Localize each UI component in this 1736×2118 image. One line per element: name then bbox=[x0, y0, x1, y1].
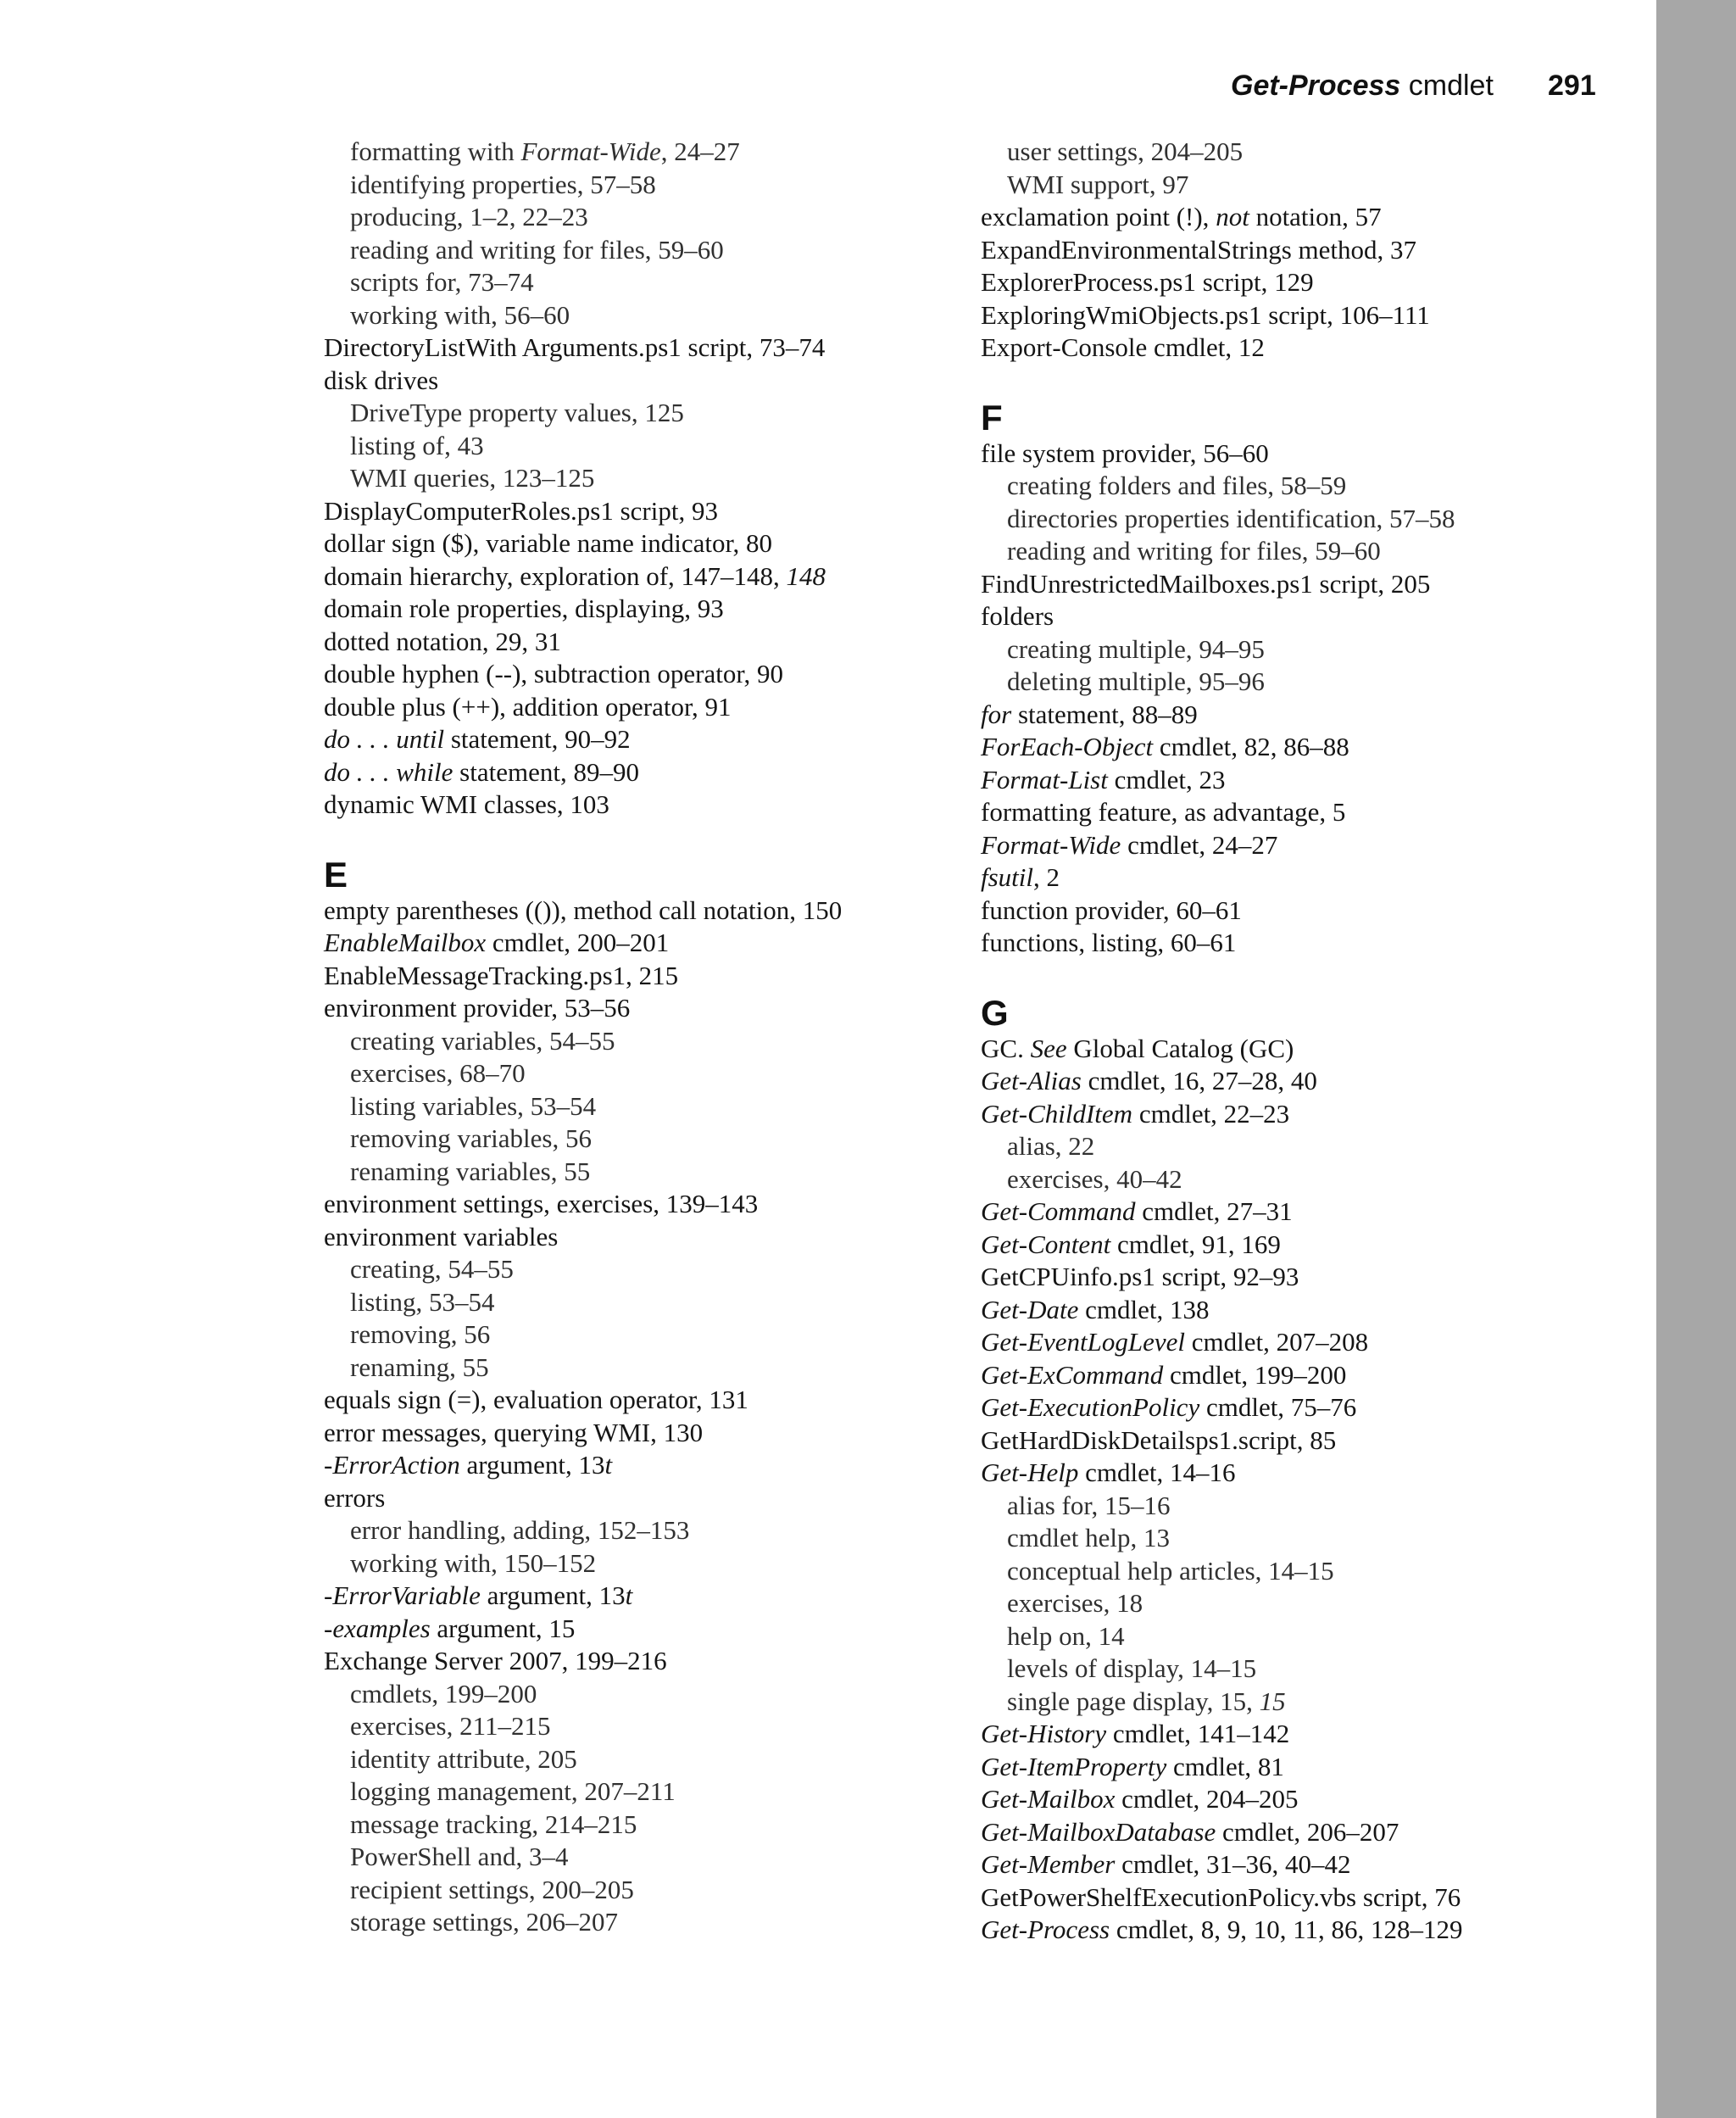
index-subentry: help on, 14 bbox=[1007, 1620, 1125, 1651]
index-subentry: reading and writing for files, 59–60 bbox=[350, 234, 724, 265]
section-gap bbox=[324, 822, 917, 857]
index-entry: dotted notation, 29, 31 bbox=[324, 626, 561, 656]
index-entry: Format-List cmdlet, 23 bbox=[981, 764, 1226, 794]
index-subentry: error handling, adding, 152–153 bbox=[350, 1515, 690, 1545]
index-entry: double plus (++), addition operator, 91 bbox=[324, 691, 732, 722]
index-letter-heading: E bbox=[324, 854, 348, 895]
index-entry: Get-Content cmdlet, 91, 169 bbox=[981, 1229, 1281, 1259]
section-gap bbox=[981, 960, 1523, 995]
index-subentry: identity attribute, 205 bbox=[350, 1743, 577, 1774]
index-entry: ForEach-Object cmdlet, 82, 86–88 bbox=[981, 732, 1349, 761]
index-subentry: renaming, 55 bbox=[350, 1352, 489, 1382]
index-subentry: listing of, 43 bbox=[350, 430, 484, 460]
index-entry: exclamation point (!), not notation, 57 bbox=[981, 202, 1382, 231]
index-entry: Get-ChildItem cmdlet, 22–23 bbox=[981, 1098, 1290, 1129]
index-subentry: recipient settings, 200–205 bbox=[350, 1874, 634, 1904]
index-subentry: cmdlet help, 13 bbox=[1007, 1523, 1170, 1552]
index-entry: functions, listing, 60–61 bbox=[981, 928, 1237, 957]
index-entry: empty parentheses (()), method call notation, 150 bbox=[324, 895, 843, 925]
index-entry: ExplorerProcess.ps1 script, 129 bbox=[981, 267, 1314, 297]
index-entry: domain role properties, displaying, 93 bbox=[324, 594, 724, 623]
index-column-left bbox=[324, 136, 917, 1939]
index-subentry: deleting multiple, 95–96 bbox=[1007, 666, 1265, 696]
index-entry: GetCPUinfo.ps1 script, 92–93 bbox=[981, 1262, 1299, 1291]
index-entry: DirectoryListWith Arguments.ps1 script, 73–74 bbox=[324, 332, 826, 362]
index-subentry: conceptual help articles, 14–15 bbox=[1007, 1555, 1334, 1586]
index-subentry: producing, 1–2, 22–23 bbox=[350, 202, 588, 231]
index-entry: file system provider, 56–60 bbox=[981, 438, 1269, 468]
index-subentry: identifying properties, 57–58 bbox=[350, 169, 656, 199]
index-entry: Get-History cmdlet, 141–142 bbox=[981, 1719, 1290, 1748]
index-entry: double hyphen (--), subtraction operator, 90 bbox=[324, 659, 783, 688]
index-entry: environment variables bbox=[324, 1221, 559, 1251]
index-entry: dynamic WMI classes, 103 bbox=[324, 789, 609, 819]
index-subentry: WMI queries, 123–125 bbox=[350, 463, 595, 493]
index-entry: disk drives bbox=[324, 365, 439, 395]
index-entry: GetHardDiskDetailsps1.script, 85 bbox=[981, 1424, 1337, 1455]
index-subentry: removing, 56 bbox=[350, 1319, 491, 1349]
index-subentry: scripts for, 73–74 bbox=[350, 267, 534, 297]
index-subentry: renaming variables, 55 bbox=[350, 1156, 591, 1186]
index-entry: Get-Mailbox cmdlet, 204–205 bbox=[981, 1784, 1299, 1814]
index-entry: Get-Command cmdlet, 27–31 bbox=[981, 1196, 1293, 1226]
running-head bbox=[1221, 70, 1602, 103]
index-subentry: exercises, 40–42 bbox=[1007, 1163, 1182, 1194]
index-entry: equals sign (=), evaluation operator, 131 bbox=[324, 1385, 748, 1414]
index-entry: -ErrorVariable argument, 13t bbox=[324, 1580, 633, 1610]
index-subentry: cmdlets, 199–200 bbox=[350, 1678, 537, 1708]
index-subentry: logging management, 207–211 bbox=[350, 1776, 676, 1806]
index-entry: Format-Wide cmdlet, 24–27 bbox=[981, 829, 1278, 860]
index-subentry: exercises, 211–215 bbox=[350, 1711, 551, 1741]
index-entry: Get-MailboxDatabase cmdlet, 206–207 bbox=[981, 1816, 1399, 1847]
index-letter-heading: G bbox=[981, 992, 1009, 1033]
index-entry: Get-EventLogLevel cmdlet, 207–208 bbox=[981, 1327, 1369, 1357]
index-subentry: removing variables, 56 bbox=[350, 1123, 592, 1153]
index-entry: -ErrorAction argument, 13t bbox=[324, 1450, 613, 1480]
index-entry: dollar sign ($), variable name indicator, 80 bbox=[324, 528, 773, 558]
index-entry: Exchange Server 2007, 199–216 bbox=[324, 1646, 667, 1675]
index-subentry: directories properties identification, 57–58 bbox=[1007, 503, 1455, 533]
index-subentry: alias for, 15–16 bbox=[1007, 1490, 1171, 1520]
index-entry: environment provider, 53–56 bbox=[324, 993, 631, 1023]
index-subentry: creating variables, 54–55 bbox=[350, 1025, 615, 1056]
index-entry: DisplayComputerRoles.ps1 script, 93 bbox=[324, 495, 718, 526]
index-subentry: listing, 53–54 bbox=[350, 1286, 495, 1317]
index-subentry: working with, 150–152 bbox=[350, 1547, 597, 1578]
index-entry: FindUnrestrictedMailboxes.ps1 script, 205 bbox=[981, 568, 1431, 599]
index-entry: ExploringWmiObjects.ps1 script, 106–111 bbox=[981, 299, 1430, 330]
index-subentry: reading and writing for files, 59–60 bbox=[1007, 536, 1381, 566]
index-entry: formatting feature, as advantage, 5 bbox=[981, 797, 1346, 827]
index-entry: environment settings, exercises, 139–143 bbox=[324, 1189, 759, 1218]
index-letter-heading: F bbox=[981, 397, 1003, 438]
index-entry: Get-Date cmdlet, 138 bbox=[981, 1294, 1210, 1324]
index-entry: Get-ExecutionPolicy cmdlet, 75–76 bbox=[981, 1392, 1357, 1422]
running-head-title: Get-Process cmdlet bbox=[1231, 70, 1494, 102]
index-entry: domain hierarchy, exploration of, 147–148, 148 bbox=[324, 560, 826, 591]
index-entry: errors bbox=[324, 1482, 386, 1513]
index-entry: error messages, querying WMI, 130 bbox=[324, 1417, 704, 1447]
index-subentry: creating, 54–55 bbox=[350, 1254, 514, 1284]
index-subentry: creating folders and files, 58–59 bbox=[1007, 471, 1347, 500]
index-entry: Get-Alias cmdlet, 16, 27–28, 40 bbox=[981, 1066, 1317, 1095]
index-subentry: PowerShell and, 3–4 bbox=[350, 1842, 569, 1871]
index-entry: folders bbox=[981, 601, 1054, 631]
page-number: 291 bbox=[1548, 70, 1596, 102]
index-entry: fsutil, 2 bbox=[981, 862, 1060, 892]
index-entry: EnableMailbox cmdlet, 200–201 bbox=[324, 928, 670, 957]
index-entry: GC. See Global Catalog (GC) bbox=[981, 1033, 1294, 1063]
index-subentry: message tracking, 214–215 bbox=[350, 1809, 637, 1839]
index-subentry: user settings, 204–205 bbox=[1007, 137, 1244, 166]
index-entry: function provider, 60–61 bbox=[981, 895, 1242, 925]
page-edge-tab bbox=[1656, 0, 1736, 2118]
index-subentry: levels of display, 14–15 bbox=[1007, 1653, 1257, 1683]
index-subentry: DriveType property values, 125 bbox=[350, 398, 684, 427]
index-column-right bbox=[981, 136, 1523, 1947]
index-entry: for statement, 88–89 bbox=[981, 699, 1198, 729]
index-entry: ExpandEnvironmentalStrings method, 37 bbox=[981, 234, 1417, 265]
index-subentry: listing variables, 53–54 bbox=[350, 1090, 597, 1121]
index-entry: do . . . while statement, 89–90 bbox=[324, 756, 639, 787]
index-entry: Get-Help cmdlet, 14–16 bbox=[981, 1458, 1236, 1487]
index-subentry: WMI support, 97 bbox=[1007, 169, 1189, 199]
index-entry: Get-Process cmdlet, 8, 9, 10, 11, 86, 128–129 bbox=[981, 1915, 1463, 1944]
index-subentry: exercises, 18 bbox=[1007, 1588, 1143, 1618]
section-gap bbox=[981, 365, 1523, 400]
index-entry: Get-ExCommand cmdlet, 199–200 bbox=[981, 1359, 1347, 1390]
index-entry: Get-Member cmdlet, 31–36, 40–42 bbox=[981, 1849, 1351, 1879]
index-subentry: storage settings, 206–207 bbox=[350, 1907, 618, 1937]
index-subentry: alias, 22 bbox=[1007, 1131, 1095, 1161]
index-entry: -examples argument, 15 bbox=[324, 1613, 576, 1643]
index-subentry: formatting with Format-Wide, 24–27 bbox=[350, 137, 740, 166]
index-subentry: creating multiple, 94–95 bbox=[1007, 633, 1265, 664]
index-entry: GetPowerShelfExecutionPolicy.vbs script, 76 bbox=[981, 1881, 1461, 1912]
index-entry: Get-ItemProperty cmdlet, 81 bbox=[981, 1751, 1284, 1781]
index-entry: EnableMessageTracking.ps1, 215 bbox=[324, 960, 679, 990]
index-entry: do . . . until statement, 90–92 bbox=[324, 724, 631, 754]
index-subentry: working with, 56–60 bbox=[350, 299, 570, 330]
index-subentry: single page display, 15, 15 bbox=[1007, 1686, 1286, 1716]
index-subentry: exercises, 68–70 bbox=[350, 1058, 526, 1088]
index-entry: Export-Console cmdlet, 12 bbox=[981, 332, 1265, 362]
